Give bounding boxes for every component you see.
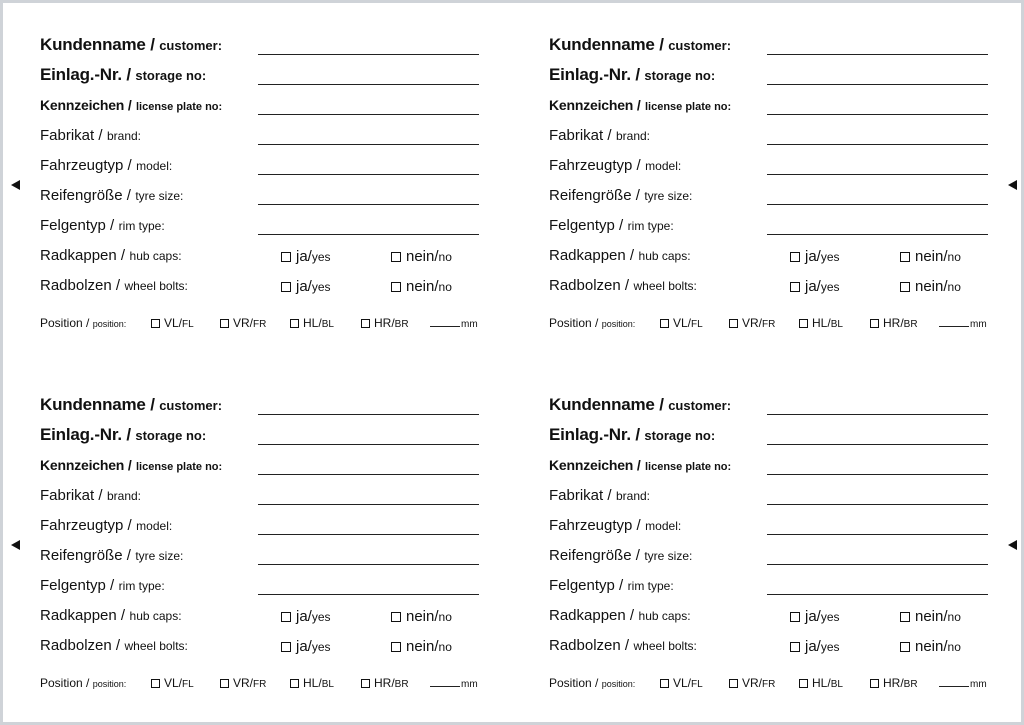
checkbox-icon [900, 282, 910, 292]
hubcaps-row [549, 243, 989, 269]
position-bl-checkbox[interactable]: HL/BL [799, 676, 843, 690]
position-label: Position / position: [40, 316, 127, 330]
position-row [40, 670, 485, 694]
model-label: Fahrzeugtyp / model: [549, 517, 682, 534]
checkbox-icon [151, 679, 160, 688]
model-label: Fahrzeugtyp / model: [40, 157, 173, 174]
model-input-line[interactable] [767, 534, 988, 535]
position-fl-checkbox[interactable]: VL/FL [151, 676, 194, 690]
storage-row [549, 423, 989, 449]
hubcaps-no-checkbox[interactable]: nein/no [900, 608, 961, 625]
model-row [40, 153, 480, 179]
checkbox-icon [220, 679, 229, 688]
customer-input-line[interactable] [767, 414, 988, 415]
plate-label: Kennzeichen / license plate no: [40, 457, 223, 473]
model-input-line[interactable] [767, 174, 988, 175]
position-fl-checkbox[interactable]: VL/FL [660, 676, 703, 690]
customer-label: Kundenname / customer: [40, 35, 223, 54]
tire-storage-label [549, 33, 994, 363]
checkbox-icon [900, 612, 910, 622]
checkbox-icon [391, 612, 401, 622]
checkbox-icon [391, 642, 401, 652]
rim-row [40, 213, 480, 239]
plate-input-line[interactable] [258, 474, 479, 475]
customer-row [40, 393, 480, 419]
checkbox-icon [281, 282, 291, 292]
rim-label: Felgentyp / rim type: [40, 577, 165, 594]
rim-input-line[interactable] [767, 234, 988, 235]
tread-depth-field[interactable]: mm [939, 679, 987, 690]
rim-row [549, 213, 989, 239]
storage-input-line[interactable] [258, 444, 479, 445]
tread-depth-input-line[interactable] [430, 326, 460, 327]
hubcaps-no-checkbox[interactable]: nein/no [900, 248, 961, 265]
model-input-line[interactable] [258, 174, 479, 175]
position-fr-checkbox[interactable]: VR/FR [220, 316, 266, 330]
tyre-size-input-line[interactable] [258, 564, 479, 565]
hubcaps-yes-checkbox[interactable]: ja/yes [790, 608, 840, 625]
checkbox-icon [790, 642, 800, 652]
checkbox-icon [660, 319, 669, 328]
bolts-label: Radbolzen / wheel bolts: [40, 277, 188, 294]
checkbox-icon [870, 319, 879, 328]
brand-label: Fabrikat / brand: [40, 487, 142, 504]
brand-label: Fabrikat / brand: [549, 487, 651, 504]
tread-depth-field[interactable]: mm [430, 679, 478, 690]
position-br-checkbox[interactable]: HR/BR [361, 316, 409, 330]
brand-input-line[interactable] [258, 504, 479, 505]
left-arrow-marker-icon [1008, 180, 1017, 190]
customer-input-line[interactable] [767, 54, 988, 55]
position-label: Position / position: [549, 316, 636, 330]
rim-label: Felgentyp / rim type: [549, 577, 674, 594]
checkbox-icon [391, 252, 401, 262]
tyre-size-label: Reifengröße / tyre size: [549, 187, 693, 204]
bolts-label: Radbolzen / wheel bolts: [40, 637, 188, 654]
checkbox-icon [660, 679, 669, 688]
storage-input-line[interactable] [258, 84, 479, 85]
plate-label: Kennzeichen / license plate no: [40, 97, 223, 113]
storage-input-line[interactable] [767, 84, 988, 85]
checkbox-icon [900, 642, 910, 652]
tread-depth-field[interactable]: mm [430, 319, 478, 330]
position-fl-checkbox[interactable]: VL/FL [660, 316, 703, 330]
brand-row [40, 123, 480, 149]
rim-row [40, 573, 480, 599]
checkbox-icon [391, 282, 401, 292]
checkbox-icon [361, 319, 370, 328]
bolts-label: Radbolzen / wheel bolts: [549, 637, 697, 654]
checkbox-icon [281, 252, 291, 262]
rim-input-line[interactable] [258, 594, 479, 595]
bolts-no-checkbox[interactable]: nein/no [391, 638, 452, 655]
model-row [40, 513, 480, 539]
brand-label: Fabrikat / brand: [40, 127, 142, 144]
model-label: Fahrzeugtyp / model: [549, 157, 682, 174]
checkbox-icon [799, 319, 808, 328]
checkbox-icon [790, 252, 800, 262]
position-row [40, 310, 485, 334]
storage-label: Einlag.-Nr. / storage no: [549, 425, 716, 444]
position-row [549, 310, 994, 334]
hubcaps-label: Radkappen / hub caps: [549, 247, 691, 264]
checkbox-icon [729, 319, 738, 328]
customer-row [549, 33, 989, 59]
customer-input-line[interactable] [258, 54, 479, 55]
tire-storage-label [549, 393, 994, 723]
tire-storage-label [40, 393, 485, 723]
tread-depth-input-line[interactable] [430, 686, 460, 687]
checkbox-icon [281, 642, 291, 652]
position-fr-checkbox[interactable]: VR/FR [220, 676, 266, 690]
storage-label: Einlag.-Nr. / storage no: [549, 65, 716, 84]
checkbox-icon [729, 679, 738, 688]
tread-depth-input-line[interactable] [939, 326, 969, 327]
storage-row [549, 63, 989, 89]
position-fr-checkbox[interactable]: VR/FR [729, 676, 775, 690]
customer-label: Kundenname / customer: [549, 395, 732, 414]
bolts-row [40, 633, 480, 659]
customer-input-line[interactable] [258, 414, 479, 415]
position-fl-checkbox[interactable]: VL/FL [151, 316, 194, 330]
brand-input-line[interactable] [258, 144, 479, 145]
plate-input-line[interactable] [767, 474, 988, 475]
position-label: Position / position: [549, 676, 636, 690]
brand-row [549, 123, 989, 149]
brand-input-line[interactable] [767, 504, 988, 505]
left-arrow-marker-icon [1008, 540, 1017, 550]
hubcaps-label: Radkappen / hub caps: [40, 247, 182, 264]
tyre-size-row [40, 543, 480, 569]
brand-label: Fabrikat / brand: [549, 127, 651, 144]
position-br-checkbox[interactable]: HR/BR [870, 676, 918, 690]
tyre-size-input-line[interactable] [767, 564, 988, 565]
bolts-no-checkbox[interactable]: nein/no [900, 278, 961, 295]
bolts-no-checkbox[interactable]: nein/no [900, 638, 961, 655]
customer-label: Kundenname / customer: [549, 35, 732, 54]
position-row [549, 670, 994, 694]
checkbox-icon [790, 282, 800, 292]
customer-row [549, 393, 989, 419]
checkbox-icon [790, 612, 800, 622]
storage-label: Einlag.-Nr. / storage no: [40, 425, 207, 444]
rim-row [549, 573, 989, 599]
model-row [549, 153, 989, 179]
bolts-yes-checkbox[interactable]: ja/yes [790, 278, 840, 295]
left-arrow-marker-icon [11, 540, 20, 550]
bolts-yes-checkbox[interactable]: ja/yes [281, 278, 331, 295]
rim-input-line[interactable] [767, 594, 988, 595]
tyre-size-row [40, 183, 480, 209]
model-label: Fahrzeugtyp / model: [40, 517, 173, 534]
rim-label: Felgentyp / rim type: [40, 217, 165, 234]
hubcaps-label: Radkappen / hub caps: [40, 607, 182, 624]
position-br-checkbox[interactable]: HR/BR [361, 676, 409, 690]
tyre-size-input-line[interactable] [767, 204, 988, 205]
position-label: Position / position: [40, 676, 127, 690]
model-input-line[interactable] [258, 534, 479, 535]
plate-label: Kennzeichen / license plate no: [549, 97, 732, 113]
checkbox-icon [151, 319, 160, 328]
tire-storage-label [40, 33, 485, 363]
plate-row [40, 453, 480, 479]
customer-label: Kundenname / customer: [40, 395, 223, 414]
tyre-size-row [549, 543, 989, 569]
checkbox-icon [290, 319, 299, 328]
tread-depth-input-line[interactable] [939, 686, 969, 687]
tyre-size-row [549, 183, 989, 209]
checkbox-icon [870, 679, 879, 688]
position-br-checkbox[interactable]: HR/BR [870, 316, 918, 330]
plate-label: Kennzeichen / license plate no: [549, 457, 732, 473]
bolts-no-checkbox[interactable]: nein/no [391, 278, 452, 295]
plate-input-line[interactable] [767, 114, 988, 115]
brand-row [549, 483, 989, 509]
checkbox-icon [281, 612, 291, 622]
storage-label: Einlag.-Nr. / storage no: [40, 65, 207, 84]
tyre-size-label: Reifengröße / tyre size: [40, 187, 184, 204]
brand-input-line[interactable] [767, 144, 988, 145]
tyre-size-label: Reifengröße / tyre size: [549, 547, 693, 564]
checkbox-icon [361, 679, 370, 688]
hubcaps-yes-checkbox[interactable]: ja/yes [281, 608, 331, 625]
hubcaps-row [549, 603, 989, 629]
plate-row [549, 93, 989, 119]
hubcaps-row [40, 603, 480, 629]
bolts-row [549, 633, 989, 659]
tread-depth-field[interactable]: mm [939, 319, 987, 330]
rim-input-line[interactable] [258, 234, 479, 235]
bolts-row [549, 273, 989, 299]
bolts-yes-checkbox[interactable]: ja/yes [281, 638, 331, 655]
hubcaps-yes-checkbox[interactable]: ja/yes [281, 248, 331, 265]
position-bl-checkbox[interactable]: HL/BL [290, 316, 334, 330]
checkbox-icon [220, 319, 229, 328]
storage-row [40, 63, 480, 89]
bolts-row [40, 273, 480, 299]
hubcaps-no-checkbox[interactable]: nein/no [391, 248, 452, 265]
left-arrow-marker-icon [11, 180, 20, 190]
storage-input-line[interactable] [767, 444, 988, 445]
checkbox-icon [290, 679, 299, 688]
position-bl-checkbox[interactable]: HL/BL [799, 316, 843, 330]
tyre-size-input-line[interactable] [258, 204, 479, 205]
model-row [549, 513, 989, 539]
storage-row [40, 423, 480, 449]
tyre-size-label: Reifengröße / tyre size: [40, 547, 184, 564]
checkbox-icon [799, 679, 808, 688]
rim-label: Felgentyp / rim type: [549, 217, 674, 234]
bolts-label: Radbolzen / wheel bolts: [549, 277, 697, 294]
brand-row [40, 483, 480, 509]
plate-input-line[interactable] [258, 114, 479, 115]
bolts-yes-checkbox[interactable]: ja/yes [790, 638, 840, 655]
hubcaps-label: Radkappen / hub caps: [549, 607, 691, 624]
hubcaps-row [40, 243, 480, 269]
checkbox-icon [900, 252, 910, 262]
position-fr-checkbox[interactable]: VR/FR [729, 316, 775, 330]
plate-row [40, 93, 480, 119]
hubcaps-yes-checkbox[interactable]: ja/yes [790, 248, 840, 265]
position-bl-checkbox[interactable]: HL/BL [290, 676, 334, 690]
plate-row [549, 453, 989, 479]
hubcaps-no-checkbox[interactable]: nein/no [391, 608, 452, 625]
customer-row [40, 33, 480, 59]
